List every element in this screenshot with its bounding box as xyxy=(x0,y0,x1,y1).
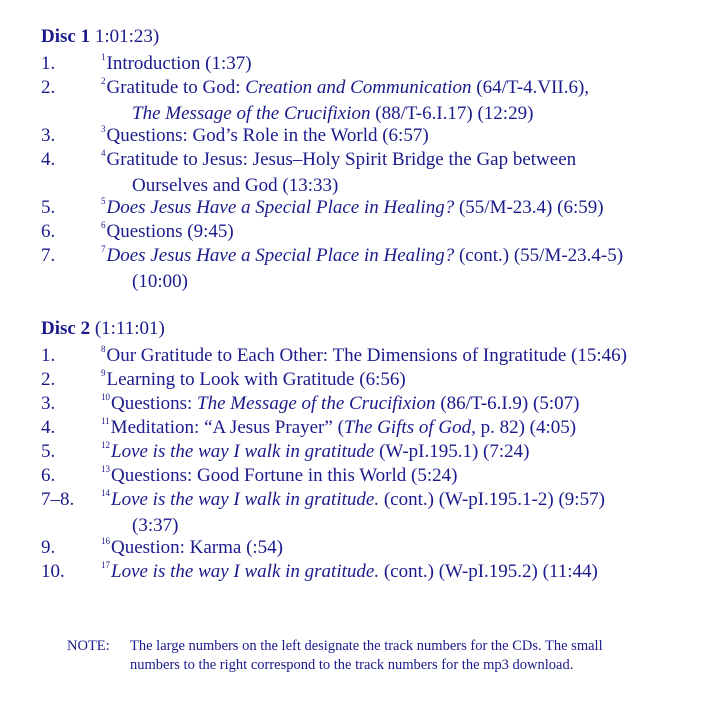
title-text: (cont.) (W-pI.195.1-2) (9:57) xyxy=(379,489,605,510)
track-title xyxy=(101,416,701,442)
track-title-line xyxy=(101,196,701,222)
mp3-track-number: 2 xyxy=(101,76,106,86)
title-text: Introduction (1:37) xyxy=(106,53,252,74)
track-title-line xyxy=(101,560,701,586)
track-title-line xyxy=(101,102,701,126)
mp3-track-number: 14 xyxy=(101,488,110,498)
track-title xyxy=(101,220,701,246)
cd-track-number: 5. xyxy=(41,197,56,218)
italic-title-text: Love is the way I walk in gratitude xyxy=(111,441,375,462)
disc-2-heading xyxy=(41,318,165,340)
track-title-line xyxy=(101,488,701,514)
mp3-track-number: 13 xyxy=(101,464,110,474)
cd-track-number: 2. xyxy=(41,369,56,390)
note-text xyxy=(130,637,690,675)
italic-title-text: The Message of the Crucifixion xyxy=(132,103,371,124)
title-text: (10:00) xyxy=(132,271,188,292)
track-title-line xyxy=(101,76,701,102)
cd-track-number: 9. xyxy=(41,537,56,558)
disc-1-label: Disc 1 xyxy=(41,26,91,47)
cd-track-number: 3. xyxy=(41,393,56,414)
italic-title-text: Does Jesus Have a Special Place in Healing? xyxy=(106,245,455,266)
italic-title-text: The Message of the Crucifixion xyxy=(197,393,436,414)
mp3-track-number: 3 xyxy=(101,124,106,134)
cd-track-number: 7–8. xyxy=(41,489,75,510)
track-title xyxy=(101,488,701,538)
italic-title-text: Does Jesus Have a Special Place in Healing? xyxy=(106,197,455,218)
cd-track-number: 4. xyxy=(41,149,56,170)
mp3-track-number: 10 xyxy=(101,392,110,402)
title-text: (88/T-6.I.17) (12:29) xyxy=(370,103,534,124)
track-title-line xyxy=(101,244,701,270)
mp3-track-number: 8 xyxy=(101,344,106,354)
title-text: Questions: God’s Role in the World (6:57) xyxy=(106,125,429,146)
italic-title-text: Love is the way I walk in gratitude. xyxy=(111,561,380,582)
mp3-track-number: 1 xyxy=(101,52,106,62)
track-title-line xyxy=(101,270,701,294)
note-label: NOTE: xyxy=(67,638,110,654)
track-title-line xyxy=(101,148,701,174)
title-text: Questions: Good Fortune in this World (5:24) xyxy=(111,465,458,486)
cd-track-number: 1. xyxy=(41,53,56,74)
mp3-track-number: 16 xyxy=(101,536,110,546)
track-title-line xyxy=(101,440,701,466)
track-title xyxy=(101,344,701,370)
track-title xyxy=(101,440,701,466)
title-text: (cont.) (55/M-23.4-5) xyxy=(454,245,624,266)
track-title xyxy=(101,392,701,418)
title-text: (cont.) (W-pI.195.2) (11:44) xyxy=(379,561,598,582)
disc-2-duration: (1:11:01) xyxy=(90,318,165,339)
title-text: Questions: xyxy=(111,393,198,414)
track-title xyxy=(101,196,701,222)
track-title-line xyxy=(101,368,701,394)
track-title xyxy=(101,52,701,78)
mp3-track-number: 5 xyxy=(101,196,106,206)
title-text: Question: Karma (:54) xyxy=(111,537,284,558)
disc-2-label: Disc 2 xyxy=(41,318,91,339)
title-text: Meditation: “A Jesus Prayer” ( xyxy=(110,417,344,438)
track-title xyxy=(101,124,701,150)
track-title-line xyxy=(101,392,701,418)
cd-track-number: 6. xyxy=(41,221,56,242)
title-text: Gratitude to God: xyxy=(106,77,246,98)
title-text: (W-pI.195.1) (7:24) xyxy=(374,441,530,462)
title-text: Our Gratitude to Each Other: The Dimensions of Ingratitude (15:46) xyxy=(106,345,627,366)
track-title xyxy=(101,244,701,294)
note-line-1: The large numbers on the left designate the track numbers for the CDs. The small xyxy=(130,638,603,654)
note-line-2: numbers to the right correspond to the track numbers for the mp3 download. xyxy=(130,657,574,673)
title-text: (86/T-6.I.9) (5:07) xyxy=(435,393,580,414)
track-title-line xyxy=(101,344,701,370)
cd-track-number: 2. xyxy=(41,77,56,98)
disc-1-heading xyxy=(41,26,159,48)
track-title xyxy=(101,464,701,490)
track-title-line xyxy=(101,514,701,538)
title-text: p. 82) (4:05) xyxy=(475,417,577,438)
title-text: (64/T-4.VII.6), xyxy=(471,77,590,98)
mp3-track-number: 4 xyxy=(101,148,106,158)
mp3-track-number: 7 xyxy=(101,244,106,254)
title-text: Gratitude to Jesus: Jesus–Holy Spirit Bridge the Gap between xyxy=(106,149,577,170)
italic-title-text: The Gifts of God, xyxy=(343,417,476,438)
italic-title-text: Love is the way I walk in gratitude. xyxy=(111,489,380,510)
title-text: (55/M-23.4) (6:59) xyxy=(454,197,604,218)
cd-track-number: 3. xyxy=(41,125,56,146)
mp3-track-number: 11 xyxy=(101,416,110,426)
track-title-line xyxy=(101,464,701,490)
cd-track-number: 1. xyxy=(41,345,56,366)
italic-title-text: Creation and Communication xyxy=(245,77,472,98)
mp3-track-number: 9 xyxy=(101,368,106,378)
track-title-line xyxy=(101,416,701,442)
disc-1-duration: 1:01:23) xyxy=(90,26,160,47)
title-text: Questions (9:45) xyxy=(106,221,234,242)
cd-track-number: 6. xyxy=(41,465,56,486)
track-title xyxy=(101,76,701,126)
title-text: Learning to Look with Gratitude (6:56) xyxy=(106,369,406,390)
title-text: Ourselves and God (13:33) xyxy=(132,175,339,196)
track-title xyxy=(101,536,701,562)
cd-track-number: 7. xyxy=(41,245,56,266)
mp3-track-number: 6 xyxy=(101,220,106,230)
cd-track-number: 5. xyxy=(41,441,56,462)
track-title xyxy=(101,368,701,394)
track-title xyxy=(101,148,701,198)
cd-track-number: 10. xyxy=(41,561,65,582)
mp3-track-number: 12 xyxy=(101,440,110,450)
title-text: (3:37) xyxy=(132,515,179,536)
track-title-line xyxy=(101,220,701,246)
mp3-track-number: 17 xyxy=(101,560,110,570)
track-title-line xyxy=(101,124,701,150)
cd-track-number: 4. xyxy=(41,417,56,438)
track-title xyxy=(101,560,701,586)
track-title-line xyxy=(101,174,701,198)
track-title-line xyxy=(101,536,701,562)
track-title-line xyxy=(101,52,701,78)
